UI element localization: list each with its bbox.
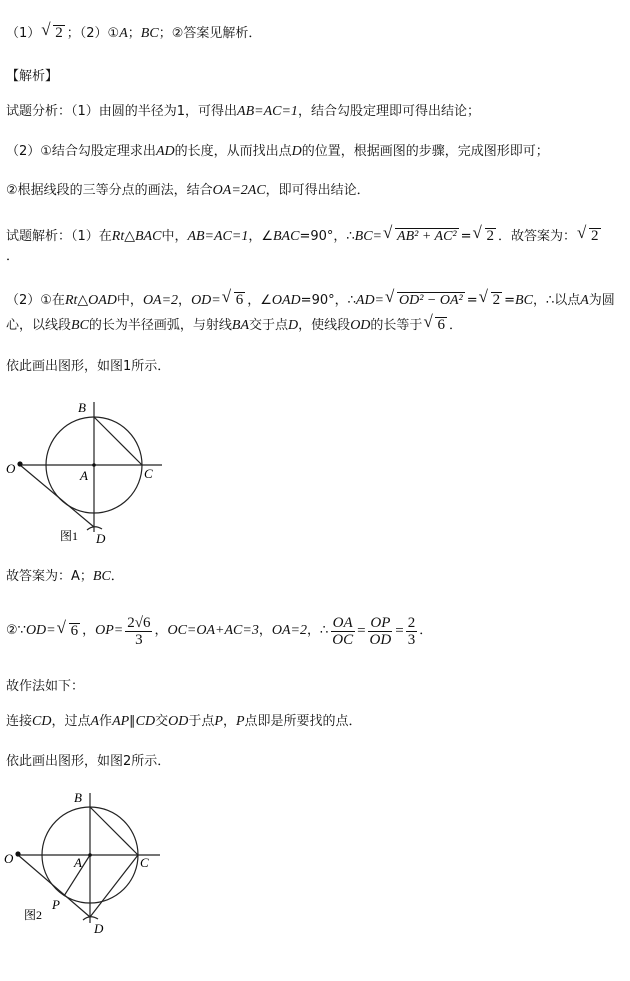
sqrt-symbol: √ 2 — [474, 227, 497, 245]
analysis-heading: 【解析】 — [6, 69, 59, 84]
sqrt-expression: √ AB² + AC² — [384, 227, 459, 245]
figure2-intro: 依此画出图形，如图2所示． — [6, 754, 171, 769]
point-o — [17, 461, 22, 466]
answer-line: （1）√ 2 ；（2）①A；BC；②答案见解析． — [6, 24, 261, 43]
label-d: D — [94, 921, 104, 936]
solution-line-3: 心，以线段BC的长为半径画弧，与射线BA交于点D，使线段OD的长等于√ 6 ． — [6, 316, 462, 335]
analysis-line-3: ②根据线段的三等分点的画法，结合OA=2AC，即可得出结论． — [6, 183, 370, 198]
label-d: D — [96, 531, 106, 546]
sqrt-symbol: √ 6 — [223, 291, 246, 309]
figure1-intro: 依此画出图形，如图1所示． — [6, 359, 171, 374]
fraction-op-od: $\frac{OP}{OD}$ — [369, 614, 392, 648]
proof-line: ②∵ OD= √ 6 ， OP= $\frac{2√6}{3}$ ， OC=OA+AC=3 ， OA=2 ，∴ $\frac{OA}{OC}$ = $\frac{OP}{OD}$ = $\frac{2}{3}$ ． — [6, 614, 432, 648]
answer-part1: （1） — [6, 26, 41, 41]
figure2-caption: 图2 — [24, 908, 43, 922]
sqrt-symbol: √ 2 — [480, 291, 503, 309]
point-o — [15, 851, 20, 856]
solution-dot: ． — [6, 249, 20, 264]
sqrt-expression: √ OD² − OA² — [386, 291, 465, 309]
point-a — [92, 463, 96, 467]
fraction-oa-oc: $\frac{OA}{OC}$ — [332, 614, 354, 648]
construction-line: 连接CD，过点A作AP∥CD交OD于点P，P点即是所要找的点． — [6, 714, 362, 729]
label-c: C — [140, 855, 149, 870]
fraction-op: $\frac{2√6}{3}$ — [127, 614, 151, 648]
label-o: O — [6, 461, 16, 476]
point-a — [88, 853, 92, 857]
label-p: P — [52, 897, 60, 912]
segment-bc — [90, 807, 138, 855]
answer2-line: 故答案为：A；BC． — [6, 569, 124, 584]
sqrt-symbol: √ 2 — [578, 227, 601, 245]
sqrt-symbol: √ 6 — [424, 316, 447, 334]
analysis-line-1: 试题分析：（1）由圆的半径为1，可得出AB=AC=1，结合勾股定理即可得出结论； — [6, 104, 480, 119]
figure1-caption: 图1 — [60, 529, 79, 543]
fraction-2-3: $\frac{2}{3}$ — [407, 614, 416, 648]
figure-1-diagram — [2, 392, 172, 552]
sqrt-symbol: √ 6 — [58, 614, 81, 648]
label-c: C — [144, 466, 153, 481]
method-heading: 故作法如下： — [6, 679, 85, 694]
label-b: B — [78, 400, 86, 415]
sqrt-symbol: √ 2 — [42, 24, 65, 42]
segment-bc — [94, 417, 142, 465]
segment-cd — [90, 855, 138, 917]
solution-line-1: 试题解析：（1）在Rt△BAC中，AB=AC=1，∠BAC=90°，∴BC=√ AB² + AC² =√ 2 ．故答案为：√ 2 — [6, 227, 603, 246]
label-o: O — [4, 851, 14, 866]
label-a: A — [80, 468, 88, 483]
label-a: A — [74, 855, 82, 870]
solution-line-2: （2）①在Rt△OAD中，OA=2，OD=√ 6 ，∠OAD=90°，∴AD=√ OD² − OA² =√ 2 =BC，∴以点A为圆 — [6, 291, 615, 310]
analysis-line-2: （2）①结合勾股定理求出AD的长度，从而找出点D的位置，根据画图的步骤，完成图形即可； — [6, 144, 549, 159]
figure-2-diagram — [2, 785, 172, 945]
label-b: B — [74, 790, 82, 805]
